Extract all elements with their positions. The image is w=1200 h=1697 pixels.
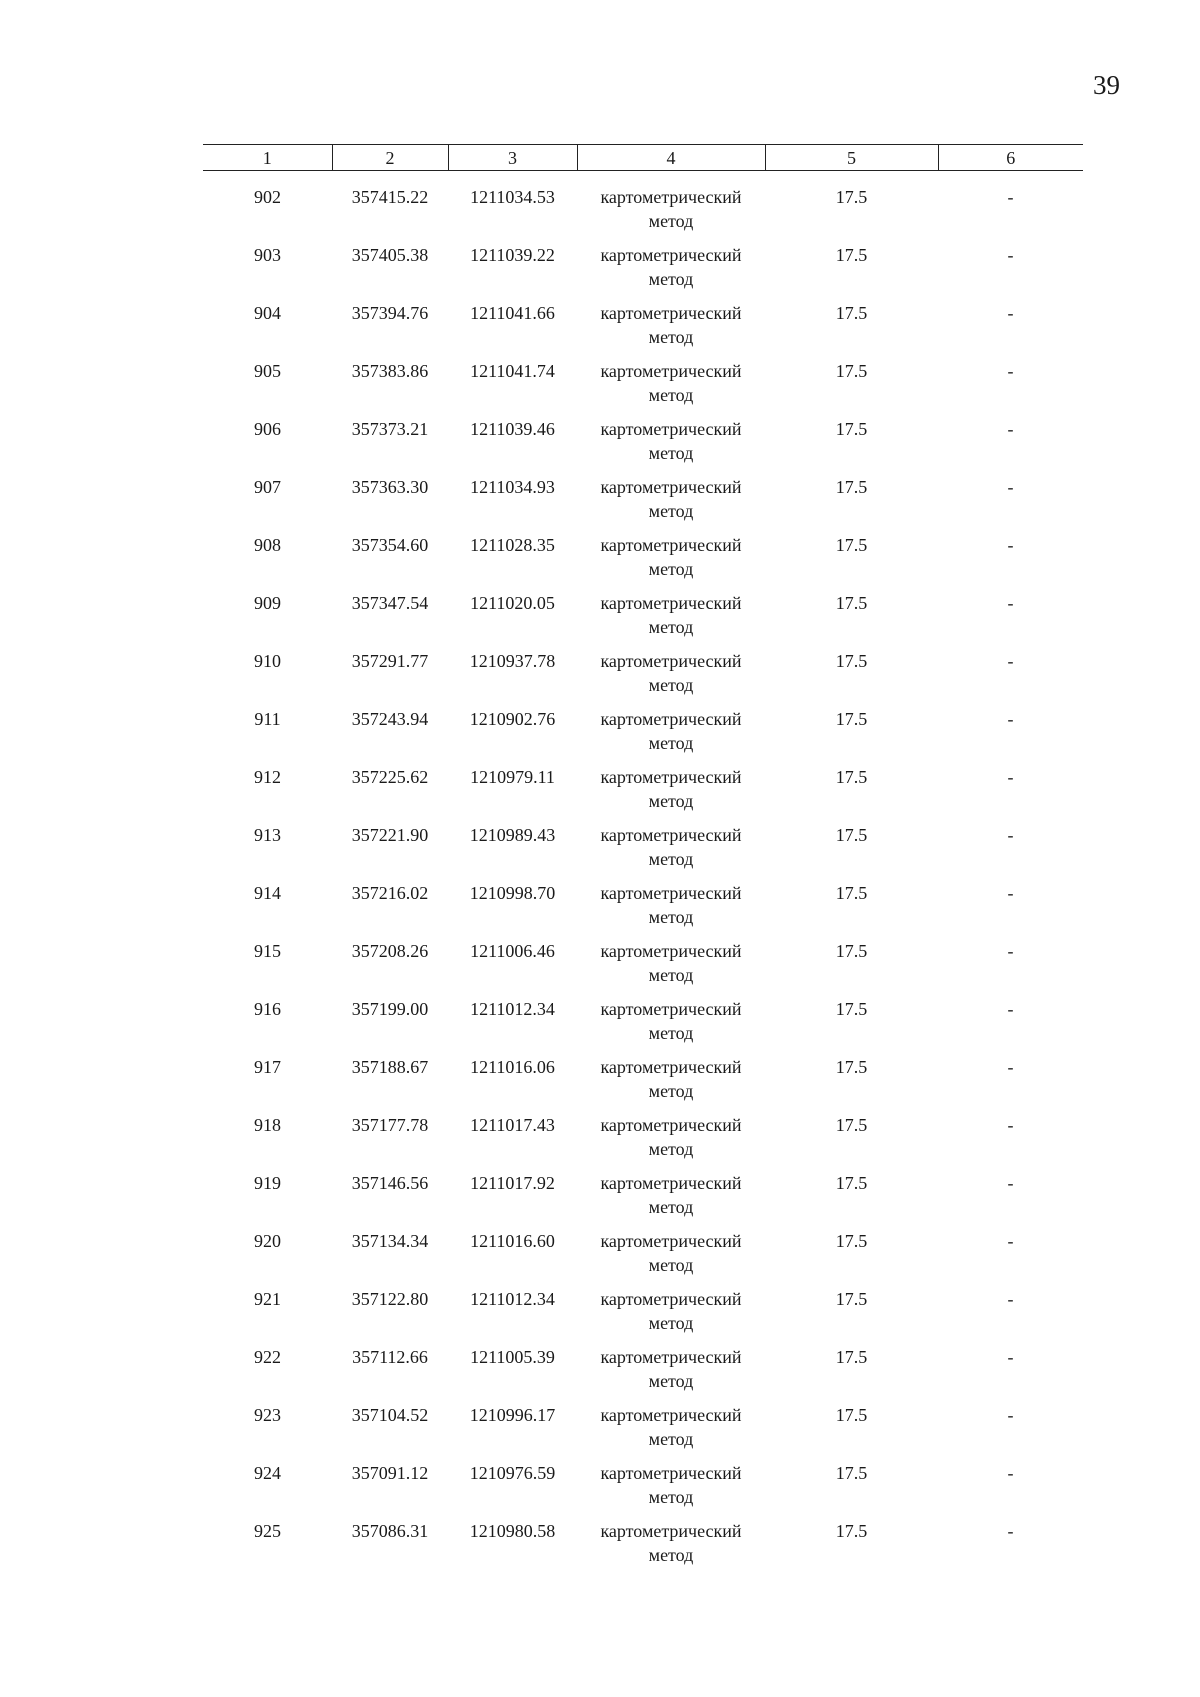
note-cell: - xyxy=(1007,1521,1014,1541)
x-coordinate-cell: 357086.31 xyxy=(351,1521,429,1541)
method-line-1: картометрический xyxy=(600,1347,742,1367)
table-row xyxy=(203,707,1083,765)
point-number-cell: 912 xyxy=(254,767,281,787)
accuracy-cell: 17.5 xyxy=(835,1463,868,1483)
method-line-2: метод xyxy=(648,1139,694,1159)
accuracy-cell: 17.5 xyxy=(835,825,868,845)
y-coordinate-cell: 1211016.60 xyxy=(470,1231,555,1251)
method-line-2: метод xyxy=(648,965,694,985)
x-coordinate-cell: 357177.78 xyxy=(351,1115,429,1135)
method-line-1: картометрический xyxy=(600,1115,742,1135)
table-row xyxy=(203,823,1083,881)
method-line-1: картометрический xyxy=(600,1057,742,1077)
accuracy-cell: 17.5 xyxy=(835,361,868,381)
accuracy-cell: 17.5 xyxy=(835,477,868,497)
note-cell: - xyxy=(1007,1173,1014,1193)
y-coordinate-cell: 1211028.35 xyxy=(470,535,555,555)
method-line-1: картометрический xyxy=(600,303,742,323)
accuracy-cell: 17.5 xyxy=(835,767,868,787)
method-line-2: метод xyxy=(648,1255,694,1275)
table-row xyxy=(203,185,1083,243)
method-line-1: картометрический xyxy=(600,361,742,381)
table-row xyxy=(203,301,1083,359)
y-coordinate-cell: 1211017.92 xyxy=(470,1173,555,1193)
y-coordinate-cell: 1211034.53 xyxy=(470,187,555,207)
x-coordinate-cell: 357104.52 xyxy=(351,1405,429,1425)
point-number-cell: 921 xyxy=(254,1289,281,1309)
column-header: 6 xyxy=(938,145,1083,171)
x-coordinate-cell: 357225.62 xyxy=(351,767,429,787)
note-cell: - xyxy=(1007,651,1014,671)
accuracy-cell: 17.5 xyxy=(835,1115,868,1135)
table-row xyxy=(203,997,1083,1055)
point-number-cell: 925 xyxy=(254,1521,281,1541)
method-line-2: метод xyxy=(648,1429,694,1449)
x-coordinate-cell: 357243.94 xyxy=(351,709,429,729)
method-line-2: метод xyxy=(648,1197,694,1217)
method-line-1: картометрический xyxy=(600,419,742,439)
method-line-1: картометрический xyxy=(600,1521,742,1541)
method-cell xyxy=(577,997,765,1055)
y-coordinate-cell: 1211005.39 xyxy=(470,1347,555,1367)
method-cell xyxy=(577,591,765,649)
method-line-1: картометрический xyxy=(600,999,742,1019)
point-number-cell: 914 xyxy=(254,883,281,903)
point-number-cell: 909 xyxy=(254,593,281,613)
x-coordinate-cell: 357134.34 xyxy=(351,1231,429,1251)
table-row xyxy=(203,765,1083,823)
y-coordinate-cell: 1211034.93 xyxy=(470,477,555,497)
method-line-2: метод xyxy=(648,211,694,231)
method-cell xyxy=(577,301,765,359)
method-cell xyxy=(577,185,765,243)
accuracy-cell: 17.5 xyxy=(835,593,868,613)
accuracy-cell: 17.5 xyxy=(835,1347,868,1367)
method-cell xyxy=(577,1519,765,1577)
table-row xyxy=(203,243,1083,301)
x-coordinate-cell: 357146.56 xyxy=(351,1173,429,1193)
accuracy-cell: 17.5 xyxy=(835,1173,868,1193)
y-coordinate-cell: 1211016.06 xyxy=(470,1057,555,1077)
table-row xyxy=(203,417,1083,475)
method-cell xyxy=(577,823,765,881)
y-coordinate-cell: 1211039.22 xyxy=(470,245,555,265)
note-cell: - xyxy=(1007,419,1014,439)
table-body xyxy=(203,171,1083,1578)
method-line-1: картометрический xyxy=(600,1289,742,1309)
method-line-2: метод xyxy=(648,617,694,637)
note-cell: - xyxy=(1007,593,1014,613)
y-coordinate-cell: 1210998.70 xyxy=(469,883,556,903)
method-line-2: метод xyxy=(648,849,694,869)
point-number-cell: 902 xyxy=(254,187,281,207)
method-cell xyxy=(577,1055,765,1113)
note-cell: - xyxy=(1007,1405,1014,1425)
table-row xyxy=(203,475,1083,533)
method-cell xyxy=(577,765,765,823)
y-coordinate-cell: 1210996.17 xyxy=(469,1405,556,1425)
point-number-cell: 911 xyxy=(254,709,281,729)
method-line-2: метод xyxy=(648,907,694,927)
method-line-1: картометрический xyxy=(600,1405,742,1425)
column-header: 2 xyxy=(332,145,448,171)
note-cell: - xyxy=(1007,767,1014,787)
note-cell: - xyxy=(1007,999,1014,1019)
x-coordinate-cell: 357394.76 xyxy=(351,303,429,323)
x-coordinate-cell: 357112.66 xyxy=(352,1347,428,1367)
y-coordinate-cell: 1211041.66 xyxy=(470,303,555,323)
table-row xyxy=(203,1171,1083,1229)
x-coordinate-cell: 357122.80 xyxy=(351,1289,429,1309)
accuracy-cell: 17.5 xyxy=(835,999,868,1019)
y-coordinate-cell: 1210902.76 xyxy=(469,709,556,729)
x-coordinate-cell: 357347.54 xyxy=(351,593,429,613)
method-cell xyxy=(577,707,765,765)
method-cell xyxy=(577,1171,765,1229)
method-line-1: картометрический xyxy=(600,593,742,613)
method-line-1: картометрический xyxy=(600,1231,742,1251)
y-coordinate-cell: 1211012.34 xyxy=(470,1289,555,1309)
y-coordinate-cell: 1211006.46 xyxy=(470,941,555,961)
point-number-cell: 920 xyxy=(254,1231,281,1251)
header-spacer xyxy=(203,171,1083,186)
method-line-2: метод xyxy=(648,327,694,347)
accuracy-cell: 17.5 xyxy=(835,419,868,439)
note-cell: - xyxy=(1007,1057,1014,1077)
point-number-cell: 908 xyxy=(254,535,281,555)
table-row xyxy=(203,1345,1083,1403)
note-cell: - xyxy=(1007,361,1014,381)
method-line-2: метод xyxy=(648,733,694,753)
table-row xyxy=(203,1229,1083,1287)
y-coordinate-cell: 1210989.43 xyxy=(469,825,556,845)
x-coordinate-cell: 357415.22 xyxy=(351,187,429,207)
y-coordinate-cell: 1210980.58 xyxy=(469,1521,556,1541)
point-number-cell: 917 xyxy=(254,1057,281,1077)
note-cell: - xyxy=(1007,1115,1014,1135)
point-number-cell: 919 xyxy=(254,1173,281,1193)
point-number-cell: 905 xyxy=(254,361,281,381)
column-header: 5 xyxy=(765,145,938,171)
table-row xyxy=(203,881,1083,939)
method-line-2: метод xyxy=(648,501,694,521)
method-cell xyxy=(577,1345,765,1403)
method-cell xyxy=(577,417,765,475)
note-cell: - xyxy=(1007,883,1014,903)
method-cell xyxy=(577,649,765,707)
accuracy-cell: 17.5 xyxy=(835,1405,868,1425)
method-line-1: картометрический xyxy=(600,825,742,845)
method-line-1: картометрический xyxy=(600,187,742,207)
y-coordinate-cell: 1210979.11 xyxy=(470,767,555,787)
point-number-cell: 924 xyxy=(254,1463,281,1483)
table-row xyxy=(203,1055,1083,1113)
table-row xyxy=(203,649,1083,707)
x-coordinate-cell: 357354.60 xyxy=(351,535,429,555)
note-cell: - xyxy=(1007,303,1014,323)
method-line-1: картометрический xyxy=(600,1463,742,1483)
note-cell: - xyxy=(1007,1347,1014,1367)
accuracy-cell: 17.5 xyxy=(835,1231,868,1251)
method-line-1: картометрический xyxy=(600,651,742,671)
column-header: 1 xyxy=(203,145,332,171)
note-cell: - xyxy=(1007,1231,1014,1251)
y-coordinate-cell: 1211012.34 xyxy=(470,999,555,1019)
accuracy-cell: 17.5 xyxy=(835,883,868,903)
x-coordinate-cell: 357208.26 xyxy=(351,941,429,961)
table-header-row xyxy=(203,145,1083,171)
accuracy-cell: 17.5 xyxy=(835,1521,868,1541)
table-row xyxy=(203,1461,1083,1519)
method-line-2: метод xyxy=(648,559,694,579)
accuracy-cell: 17.5 xyxy=(835,709,868,729)
method-cell xyxy=(577,533,765,591)
method-line-1: картометрический xyxy=(600,1173,742,1193)
x-coordinate-cell: 357199.00 xyxy=(351,999,429,1019)
note-cell: - xyxy=(1007,709,1014,729)
method-line-2: метод xyxy=(648,675,694,695)
method-cell xyxy=(577,359,765,417)
accuracy-cell: 17.5 xyxy=(835,535,868,555)
note-cell: - xyxy=(1007,825,1014,845)
method-line-1: картометрический xyxy=(600,767,742,787)
method-cell xyxy=(577,939,765,997)
method-line-1: картометрический xyxy=(600,709,742,729)
method-line-2: метод xyxy=(648,1313,694,1333)
method-line-1: картометрический xyxy=(600,477,742,497)
table-row xyxy=(203,1403,1083,1461)
accuracy-cell: 17.5 xyxy=(835,651,868,671)
table-row xyxy=(203,1287,1083,1345)
method-line-1: картометрический xyxy=(600,883,742,903)
point-number-cell: 906 xyxy=(254,419,281,439)
column-header: 4 xyxy=(577,145,765,171)
method-cell xyxy=(577,243,765,301)
x-coordinate-cell: 357221.90 xyxy=(351,825,429,845)
method-line-2: метод xyxy=(648,1371,694,1391)
method-cell xyxy=(577,881,765,939)
table-row xyxy=(203,591,1083,649)
x-coordinate-cell: 357363.30 xyxy=(351,477,429,497)
method-cell xyxy=(577,1287,765,1345)
note-cell: - xyxy=(1007,477,1014,497)
note-cell: - xyxy=(1007,1289,1014,1309)
method-cell xyxy=(577,1113,765,1171)
method-line-2: метод xyxy=(648,385,694,405)
accuracy-cell: 17.5 xyxy=(835,303,868,323)
point-number-cell: 913 xyxy=(254,825,281,845)
y-coordinate-cell: 1211041.74 xyxy=(470,361,555,381)
method-cell xyxy=(577,1229,765,1287)
method-line-1: картометрический xyxy=(600,535,742,555)
y-coordinate-cell: 1211020.05 xyxy=(470,593,555,613)
y-coordinate-cell: 1211039.46 xyxy=(470,419,555,439)
accuracy-cell: 17.5 xyxy=(835,941,868,961)
point-number-cell: 915 xyxy=(254,941,281,961)
point-number-cell: 923 xyxy=(254,1405,281,1425)
x-coordinate-cell: 357188.67 xyxy=(351,1057,429,1077)
point-number-cell: 907 xyxy=(254,477,281,497)
method-cell xyxy=(577,475,765,533)
method-line-2: метод xyxy=(648,791,694,811)
table-row xyxy=(203,1113,1083,1171)
table-row xyxy=(203,533,1083,591)
note-cell: - xyxy=(1007,187,1014,207)
point-number-cell: 916 xyxy=(254,999,281,1019)
point-number-cell: 904 xyxy=(254,303,281,323)
note-cell: - xyxy=(1007,245,1014,265)
x-coordinate-cell: 357373.21 xyxy=(351,419,429,439)
accuracy-cell: 17.5 xyxy=(835,245,868,265)
note-cell: - xyxy=(1007,1463,1014,1483)
x-coordinate-cell: 357091.12 xyxy=(351,1463,429,1483)
y-coordinate-cell: 1210937.78 xyxy=(469,651,556,671)
table-row xyxy=(203,939,1083,997)
table-row xyxy=(203,359,1083,417)
method-cell xyxy=(577,1403,765,1461)
column-header: 3 xyxy=(448,145,577,171)
point-number-cell: 910 xyxy=(254,651,281,671)
coordinates-table xyxy=(203,144,1083,1577)
note-cell: - xyxy=(1007,535,1014,555)
method-line-1: картометрический xyxy=(600,245,742,265)
accuracy-cell: 17.5 xyxy=(835,187,868,207)
y-coordinate-cell: 1211017.43 xyxy=(470,1115,555,1135)
method-line-1: картометрический xyxy=(600,941,742,961)
table-row xyxy=(203,1519,1083,1577)
method-line-2: метод xyxy=(648,1487,694,1507)
accuracy-cell: 17.5 xyxy=(835,1057,868,1077)
method-line-2: метод xyxy=(648,1545,694,1565)
method-line-2: метод xyxy=(648,443,694,463)
x-coordinate-cell: 357383.86 xyxy=(351,361,429,381)
x-coordinate-cell: 357405.38 xyxy=(351,245,429,265)
page-number: 39 xyxy=(1093,70,1120,100)
point-number-cell: 903 xyxy=(254,245,281,265)
method-line-2: метод xyxy=(648,1023,694,1043)
x-coordinate-cell: 357216.02 xyxy=(351,883,429,903)
x-coordinate-cell: 357291.77 xyxy=(351,651,429,671)
method-line-2: метод xyxy=(648,1081,694,1101)
y-coordinate-cell: 1210976.59 xyxy=(469,1463,556,1483)
accuracy-cell: 17.5 xyxy=(835,1289,868,1309)
point-number-cell: 918 xyxy=(254,1115,281,1135)
method-cell xyxy=(577,1461,765,1519)
note-cell: - xyxy=(1007,941,1014,961)
method-line-2: метод xyxy=(648,269,694,289)
point-number-cell: 922 xyxy=(254,1347,281,1367)
